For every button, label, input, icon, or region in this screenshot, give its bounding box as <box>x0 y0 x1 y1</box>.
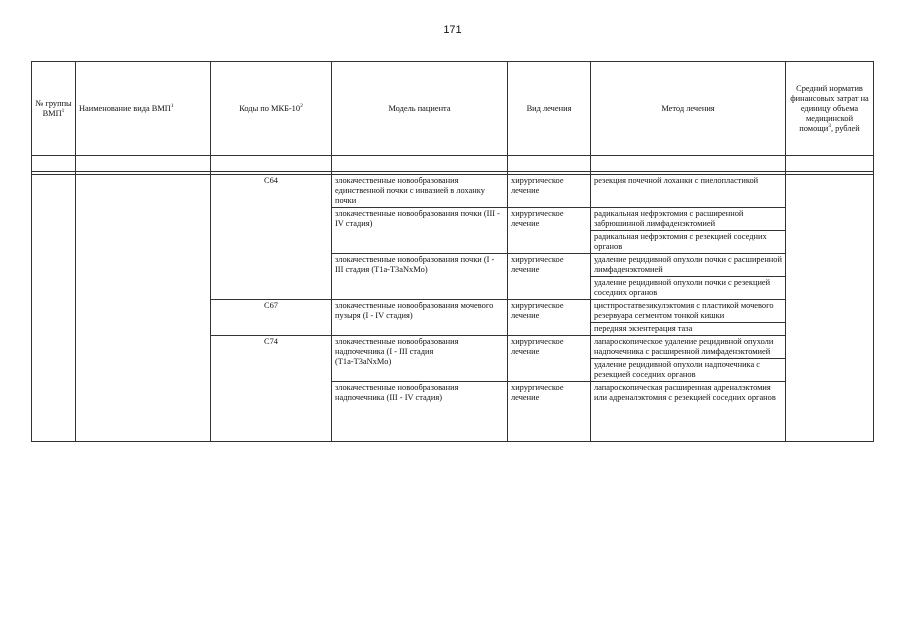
patient-model-cell: злокачественные новообразования мочевого пузыря (I - IV стадия) <box>332 300 508 336</box>
icd-code-cell: C67 <box>211 300 332 336</box>
header-cost-standard: Средний норматив финансовых затрат на единицу объема медицинской помощи$^3$, рублей <box>786 62 874 156</box>
table-row <box>32 175 874 208</box>
header-group-no: № группы ВМП$^1$ <box>32 62 76 156</box>
empty-cell <box>76 156 211 172</box>
header-treatment-type: Вид лечения <box>508 62 591 156</box>
header-subrow <box>32 156 874 172</box>
empty-cell <box>508 156 591 172</box>
patient-model-cell: злокачественные новообразования почки (I - III стадия (T1a-T3aNxMo) <box>332 254 508 300</box>
empty-cell <box>332 156 508 172</box>
treatment-method-cell: удаление рецидивной опухоли надпочечника с резекцией соседних органов <box>591 359 786 382</box>
treatment-method-cell: передняя экзентерация таза <box>591 323 786 336</box>
treatment-type-cell: хирургическое лечение <box>508 254 591 300</box>
cost-cell <box>786 175 874 442</box>
patient-model-cell: злокачественные новообразования надпочечника (I - III стадия (T1a-T3aNxMo) <box>332 336 508 382</box>
treatment-method-cell: удаление рецидивной опухоли почки с резекцией соседних органов <box>591 277 786 300</box>
treatment-method-cell: удаление рецидивной опухоли почки с расширенной лимфаденэктомией <box>591 254 786 277</box>
header-vmp-name: Наименование вида ВМП$^1$ <box>76 62 211 156</box>
icd-code-cell: C74 <box>211 336 332 442</box>
treatment-method-cell: резекция почечной лоханки с пиелопластикой <box>591 175 786 208</box>
treatment-type-cell: хирургическое лечение <box>508 208 591 254</box>
header-row <box>32 62 874 156</box>
treatment-method-cell: лапароскопическое удаление рецидивной опухоли надпочечника с расширенной лимфаденэктомией <box>591 336 786 359</box>
patient-model-cell: злокачественные новообразования почки (III - IV стадия) <box>332 208 508 254</box>
page-number: 171 <box>443 24 462 36</box>
header-treatment-method: Метод лечения <box>591 62 786 156</box>
treatment-method-cell: радикальная нефрэктомия с резекцией соседних органов <box>591 231 786 254</box>
patient-model-cell: злокачественные новообразования надпочечника (III - IV стадия) <box>332 382 508 442</box>
group-no-cell <box>32 175 76 442</box>
vmp-name-cell <box>76 175 211 442</box>
icd-code-cell: C64 <box>211 175 332 300</box>
empty-cell <box>786 156 874 172</box>
header-icd-codes: Коды по МКБ-$10^2$ <box>211 62 332 156</box>
treatment-type-cell: хирургическое лечение <box>508 175 591 208</box>
treatment-type-cell: хирургическое лечение <box>508 382 591 442</box>
vmp-table <box>31 61 874 442</box>
empty-cell <box>211 156 332 172</box>
empty-cell <box>32 156 76 172</box>
patient-model-cell: злокачественные новообразования единственной почки с инвазией в лоханку почки <box>332 175 508 208</box>
treatment-method-cell: цистпростатвезикулэктомия с пластикой мочевого резервуара сегментом тонкой кишки <box>591 300 786 323</box>
treatment-method-cell: лапароскопическая расширенная адреналэктомия или адреналэктомия с резекцией соседних органов <box>591 382 786 442</box>
treatment-type-cell: хирургическое лечение <box>508 300 591 336</box>
treatment-type-cell: хирургическое лечение <box>508 336 591 382</box>
empty-cell <box>591 156 786 172</box>
header-patient-model: Модель пациента <box>332 62 508 156</box>
treatment-method-cell: радикальная нефрэктомия с расширенной забрюшинной лимфаденэктомией <box>591 208 786 231</box>
